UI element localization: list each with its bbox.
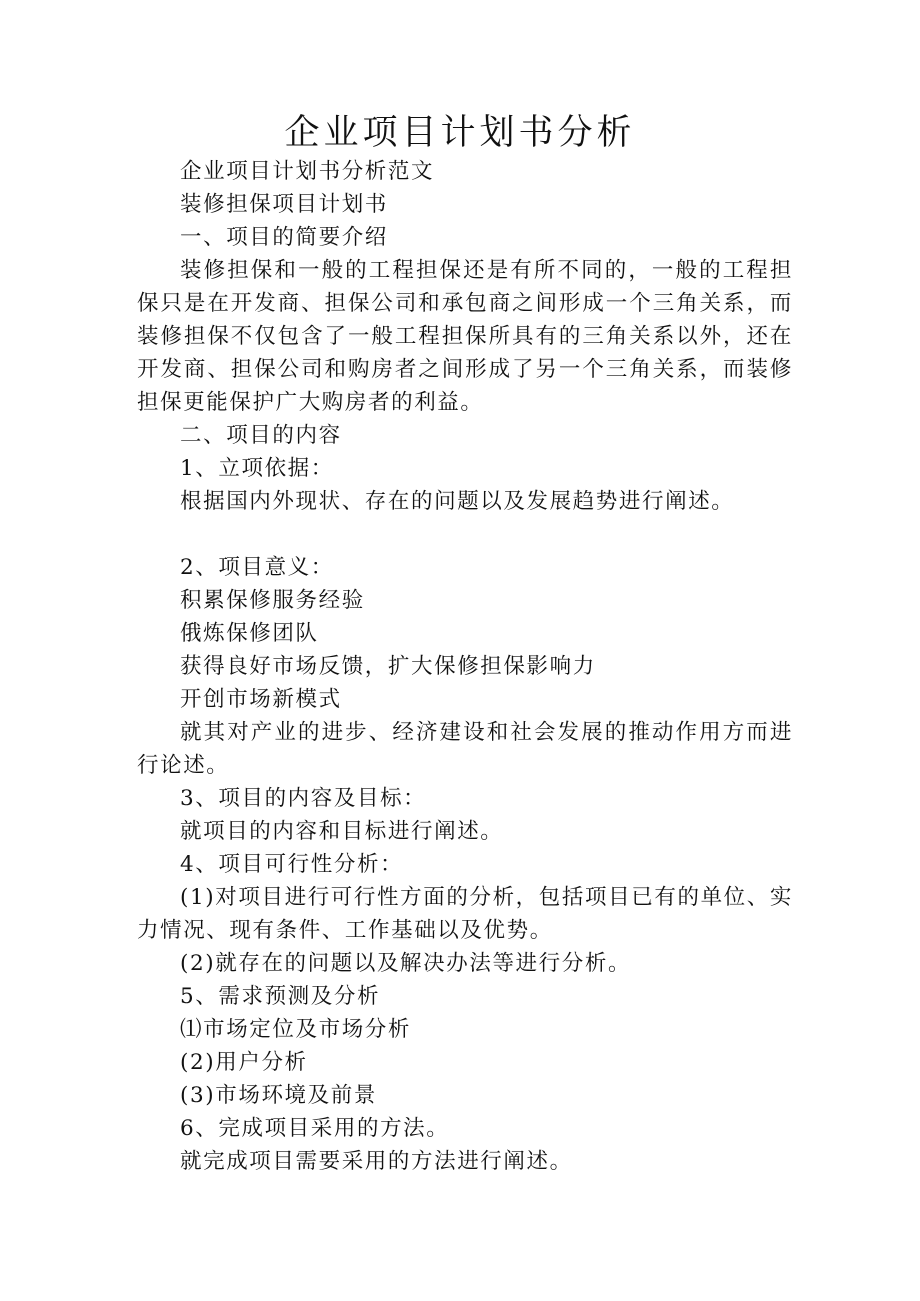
item-heading-methods: 6、完成项目采用的方法。	[180, 1116, 450, 1141]
item-heading-goals: 3、项目的内容及目标：	[180, 786, 427, 811]
item-heading-demand: 5、需求预测及分析	[180, 984, 381, 1009]
paragraph-subtitle: 企业项目计划书分析范文	[180, 159, 435, 184]
item-heading-feasibility: 4、项目可行性分析：	[180, 852, 404, 877]
paragraph-feasibility-2: (2)就存在的问题以及解决办法等进行分析。	[180, 951, 632, 976]
paragraph-methods: 就完成项目需要采用的方法进行阐述。	[180, 1149, 573, 1174]
item-heading-basis: 1、立项依据：	[180, 456, 334, 481]
list-item: 获得良好市场反馈，扩大保修担保影响力	[180, 654, 596, 679]
item-heading-significance: 2、项目意义：	[180, 555, 334, 580]
section-heading-content: 二、项目的内容	[180, 423, 342, 448]
list-item: 积累保修服务经验	[180, 588, 365, 613]
list-item: 俄炼保修团队	[180, 621, 319, 646]
document-body	[137, 155, 793, 1178]
paragraph-basis: 根据国内外现状、存在的问题以及发展趋势进行阐述。	[180, 489, 735, 514]
paragraph-significance: 就其对产业的进步、经济建设和社会发展的推动作用方而进行论述。	[137, 720, 793, 778]
paragraph-plan-name: 装修担保项目计划书	[180, 192, 388, 217]
paragraph-intro: 装修担保和一般的工程担保还是有所不同的，一般的工程担保只是在开发商、担保公司和承包商之间形成一个三角关系，而装修担保不仅包含了一般工程担保所具有的三角关系以外，还在开发商、担保公司和购房者之间形成了另一个三角关系，而装修担保更能保护广大购房者的利益。	[137, 258, 793, 415]
list-item: (3)市场环境及前景	[180, 1083, 377, 1108]
section-heading-intro: 一、项目的简要介绍	[180, 225, 388, 250]
list-item: ⑴市场定位及市场分析	[180, 1017, 412, 1042]
blank-line	[137, 518, 793, 551]
list-item: (2)用户分析	[180, 1050, 308, 1075]
document-title: 企业项目计划书分析	[284, 113, 636, 153]
paragraph-feasibility-1: (1)对项目进行可行性方面的分析，包括项目已有的单位、实力情况、现有条件、工作基础以及优势。	[137, 885, 793, 943]
list-item: 开创市场新模式	[180, 687, 342, 712]
paragraph-goals: 就项目的内容和目标进行阐述。	[180, 819, 504, 844]
